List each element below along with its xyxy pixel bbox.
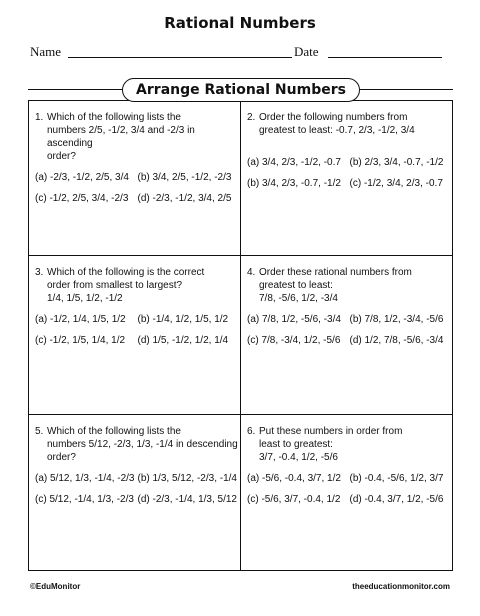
footer-website: theeducationmonitor.com xyxy=(352,582,450,591)
question-number: 5. xyxy=(35,426,44,437)
option-a: (a) 3/4, 2/3, -1/2, -0.7 xyxy=(247,157,341,168)
question-text-line: 1/4, 1/5, 1/2, -1/2 xyxy=(47,293,123,304)
question-text-line: numbers 5/12, -2/3, 1/3, -1/4 in descending xyxy=(47,439,238,450)
option-a: (a) -5/6, -0.4, 3/7, 1/2 xyxy=(247,473,341,484)
name-blank-line xyxy=(68,57,292,58)
question-3 xyxy=(35,266,240,347)
option-d: (d) 1/2, 7/8, -5/6, -3/4 xyxy=(349,335,444,346)
question-text-line: Which of the following is the correct xyxy=(47,267,205,278)
question-text-line: 3/7, -0.4, 1/2, -5/6 xyxy=(259,452,338,463)
option-d: (d) -2/3, -1/4, 1/3, 5/12 xyxy=(137,494,237,505)
option-d: (d) -0.4, 3/7, 1/2, -5/6 xyxy=(349,494,444,505)
grid-divider-vertical xyxy=(240,101,241,570)
name-label: Name xyxy=(30,44,62,59)
name-date-row xyxy=(30,44,450,60)
question-text-line: Order the following numbers from xyxy=(259,112,408,123)
option-d: (d) -2/3, -1/2, 3/4, 2/5 xyxy=(137,193,232,204)
option-a: (a) 7/8, 1/2, -5/6, -3/4 xyxy=(247,314,341,325)
question-text-line: order from smallest to largest? xyxy=(47,280,183,291)
option-c: (c) -1/2, 3/4, 2/3, -0.7 xyxy=(349,178,443,189)
option-a: (a) 5/12, 1/3, -1/4, -2/3 xyxy=(35,473,135,484)
option-b: (b) 2/3, 3/4, -0.7, -1/2 xyxy=(349,157,444,168)
question-2 xyxy=(247,111,452,190)
date-blank-line xyxy=(328,57,442,58)
question-6 xyxy=(247,425,452,506)
option-c: (c) 5/12, -1/4, 1/3, -2/3 xyxy=(35,494,134,505)
question-number: 2. xyxy=(247,112,256,123)
grid-divider-row-1 xyxy=(29,255,452,256)
question-text-line: greatest to least: xyxy=(259,280,333,291)
question-text-line: Put these numbers in order from xyxy=(259,426,403,437)
option-b: (b) -1/4, 1/2, 1/5, 1/2 xyxy=(137,314,229,325)
question-text-line: Order these rational numbers from xyxy=(259,267,412,278)
question-4 xyxy=(247,266,452,347)
option-b: (b) -0.4, -5/6, 1/2, 3/7 xyxy=(349,473,444,484)
option-c: (c) -5/6, 3/7, -0.4, 1/2 xyxy=(247,494,341,505)
date-label: Date xyxy=(294,44,319,59)
question-number: 1. xyxy=(35,112,44,123)
question-text-line: order? xyxy=(47,151,76,162)
question-number: 4. xyxy=(247,267,256,278)
option-b-alt: (b) 3/4, 2/3, -0.7, -1/2 xyxy=(247,178,341,189)
footer-brand: ©EduMonitor xyxy=(30,582,81,591)
option-a: (a) -2/3, -1/2, 2/5, 3/4 xyxy=(35,172,129,183)
question-text-line: Which of the following lists the xyxy=(47,112,181,123)
question-5 xyxy=(35,425,240,506)
question-number: 6. xyxy=(247,426,256,437)
grid-divider-row-2 xyxy=(29,414,452,415)
option-c: (c) -1/2, 1/5, 1/4, 1/2 xyxy=(35,335,126,346)
option-d: (d) 1/5, -1/2, 1/2, 1/4 xyxy=(137,335,229,346)
question-grid xyxy=(28,100,453,571)
section-banner: Arrange Rational Numbers xyxy=(122,78,360,102)
question-text-line: least to greatest: xyxy=(259,439,333,450)
option-c: (c) 7/8, -3/4, 1/2, -5/6 xyxy=(247,335,341,346)
question-text-line: 7/8, -5/6, 1/2, -3/4 xyxy=(259,293,338,304)
option-a: (a) -1/2, 1/4, 1/5, 1/2 xyxy=(35,314,126,325)
option-b: (b) 3/4, 2/5, -1/2, -2/3 xyxy=(137,172,232,183)
option-b: (b) 7/8, 1/2, -3/4, -5/6 xyxy=(349,314,444,325)
question-text-line: Which of the following lists the xyxy=(47,426,181,437)
banner-rule-left xyxy=(28,89,124,90)
question-text-line: greatest to least: -0.7, 2/3, -1/2, 3/4 xyxy=(259,125,415,136)
question-1 xyxy=(35,111,240,205)
page-title: Rational Numbers xyxy=(164,14,316,32)
banner-rule-right xyxy=(357,89,453,90)
option-b: (b) 1/3, 5/12, -2/3, -1/4 xyxy=(137,473,237,484)
question-number: 3. xyxy=(35,267,44,278)
option-c: (c) -1/2, 2/5, 3/4, -2/3 xyxy=(35,193,129,204)
question-text-line: numbers 2/5, -1/2, 3/4 and -2/3 in ascending xyxy=(47,125,195,149)
question-text-line: order? xyxy=(47,452,76,463)
